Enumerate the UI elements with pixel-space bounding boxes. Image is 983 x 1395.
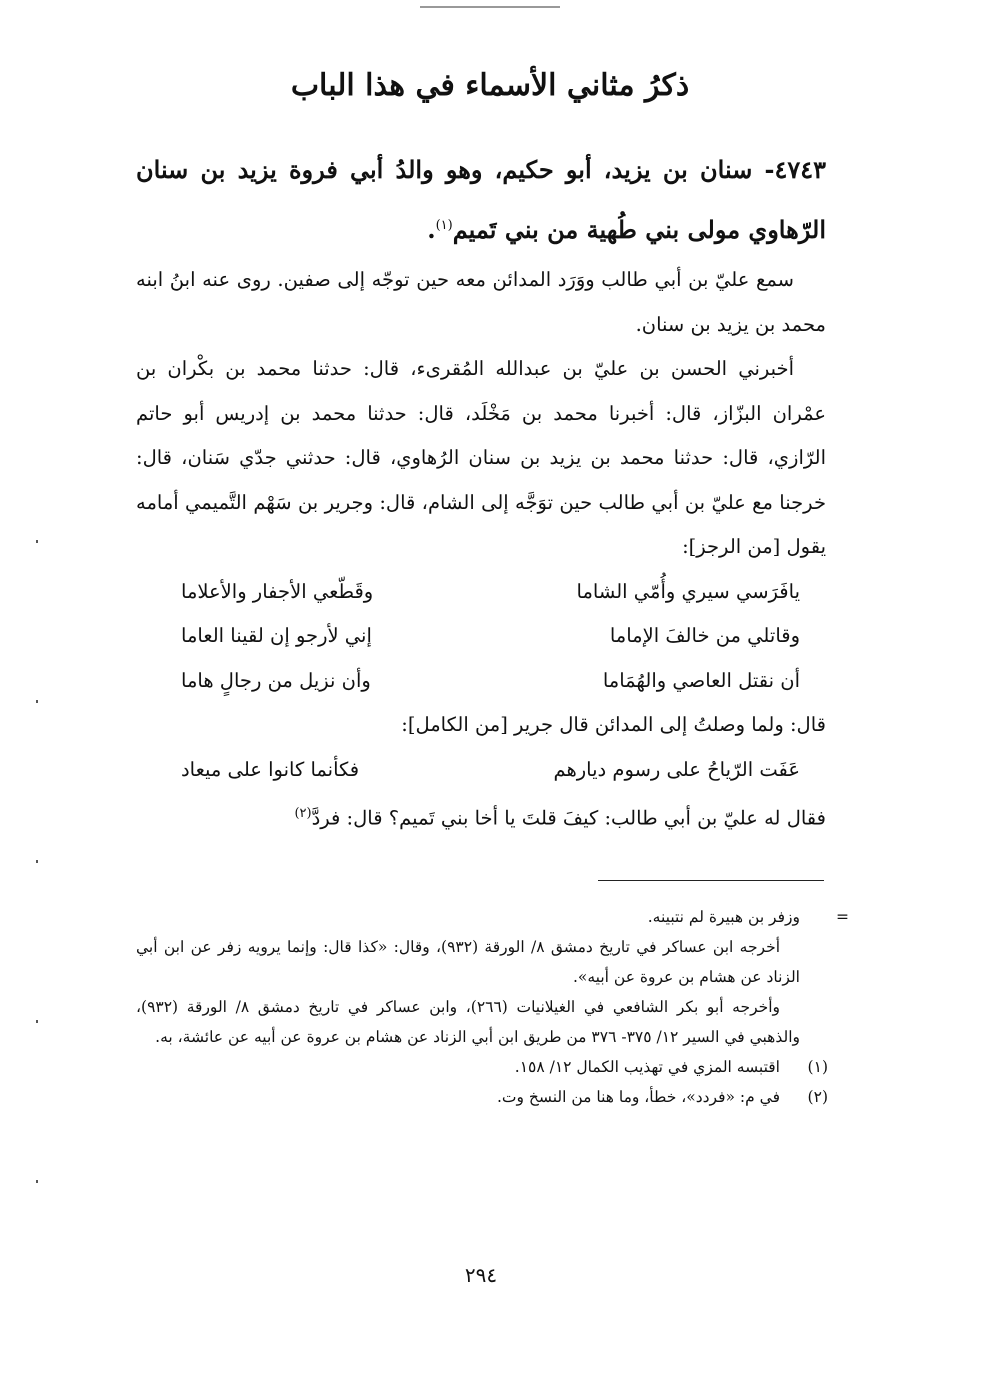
- page-number: ٢٩٤: [464, 1263, 498, 1287]
- verse-second-half: إني لأرجو إن لقينا العاما: [181, 624, 372, 647]
- body-text: [136, 258, 826, 841]
- paragraph-3: قال: ولما وصلتُ إلى المدائن قال جرير [من الكامل]:: [401, 713, 826, 736]
- verse-first-half: أن نقتل العاصي والهُمَاما: [602, 668, 800, 692]
- verse-block-1: [136, 570, 826, 704]
- footnotes: [136, 902, 830, 1112]
- entry-line-2: سنان الرّهاوي مولى بني طُهية من بني تَميم: [136, 155, 826, 244]
- verse-first-half: عَفَت الرّياحُ على رسوم ديارهم: [553, 757, 800, 781]
- verse-line: [136, 748, 826, 793]
- paragraph-4: [136, 792, 826, 841]
- footnote-continuation-1: وزفر بن هبيرة لم نتبينه.: [647, 908, 800, 926]
- footnote-continuation-2: أخرجه ابن عساكر في تاريخ دمشق ٨/ الورقة (٩٣٢)، وقال: «كذا قال: وإنما يرويه زفر عن ابن أبي الزناد عن هشام بن عروة عن أبيه».: [136, 938, 800, 986]
- verse-second-half: وقَطّعي الأجفار والأعلاما: [181, 579, 374, 603]
- continuation-mark: =: [836, 908, 849, 926]
- footnote-text: اقتبسه المزي في تهذيب الكمال ١٢/ ١٥٨.: [514, 1058, 780, 1076]
- footnote-number: (١): [807, 1058, 828, 1076]
- paragraph-4-text: فقال له عليّ بن أبي طالب: كيفَ قلتَ يا أخا بني تَميم؟ قال: فردَّ: [311, 806, 826, 830]
- footnote-number: (٢): [807, 1088, 828, 1106]
- footnote-separator: [598, 880, 824, 881]
- verse-second-half: فكأنما كانوا على ميعاد: [181, 757, 360, 781]
- verse-block-2: [136, 748, 826, 793]
- verse-line: [136, 570, 826, 615]
- section-heading: ذكرُ مثاني الأسماء في هذا الباب: [290, 68, 690, 103]
- verse-line: [136, 659, 826, 704]
- entry-end: .: [427, 215, 436, 244]
- footnote-continuation-3: وأخرجه أبو بكر الشافعي في الغيلانيات (٢٦٦)، وابن عساكر في تاريخ دمشق ٨/ الورقة (٩٣٢)، والذهبي في السير ١٢/ ٣٧٥- ٣٧٦ من طريق ابن أبي الزناد عن هشام بن عروة عن أبيه عن عائشة، به.: [136, 998, 800, 1046]
- footnote-item: [136, 1052, 830, 1082]
- top-scan-mark: [420, 6, 560, 8]
- entry-title: [136, 142, 826, 258]
- entry-line-1: ٤٧٤٣- سنان بن يزيد، أبو حكيم، وهو والدُ أبي فروة يزيد بن: [200, 155, 826, 184]
- paragraph-1: سمع عليّ بن أبي طالب ووَرَد المدائن معه حين توجّه إلى صفين. روى عنه ابنُ ابنه محمد بن يزيد بن سنان.: [136, 268, 826, 336]
- verse-line: [136, 614, 826, 659]
- paragraph-2: أخبرني الحسن بن عليّ بن عبدالله المُقرىء، قال: حدثنا محمد بن بكْران بن عمْران البزّاز، قال: أخبرنا محمد بن مَخْلَد، قال: حدثنا محمد بن إدريس أبو حاتم الرّازي، قال: حدثنا محمد بن يزيد بن سنان الرُهاوي، قال: حدثني جدّي سَنان، قال: خرجنا مع عليّ بن أبي طالب حين توَجَّه إلى الشام، قال: وجرير بن سَهْم التَّميمي أمامه يقول [من الرجز]:: [136, 357, 826, 558]
- verse-first-half: وقاتلي من خالفَ الإماما: [609, 624, 800, 647]
- footnote-ref-2: (٢): [294, 806, 312, 821]
- footnote-text: في م: «فردد»، خطأ، وما هنا من النسخ وت.: [496, 1088, 780, 1106]
- footnote-ref-1: (١): [435, 218, 453, 233]
- verse-first-half: يافَرَسي سيري وأُمّي الشاما: [576, 579, 800, 603]
- footnote-item: [136, 1082, 830, 1112]
- verse-second-half: وأن نزيل من رجالٍ هاما: [181, 668, 371, 692]
- scan-edge-marks: [36, 540, 38, 1340]
